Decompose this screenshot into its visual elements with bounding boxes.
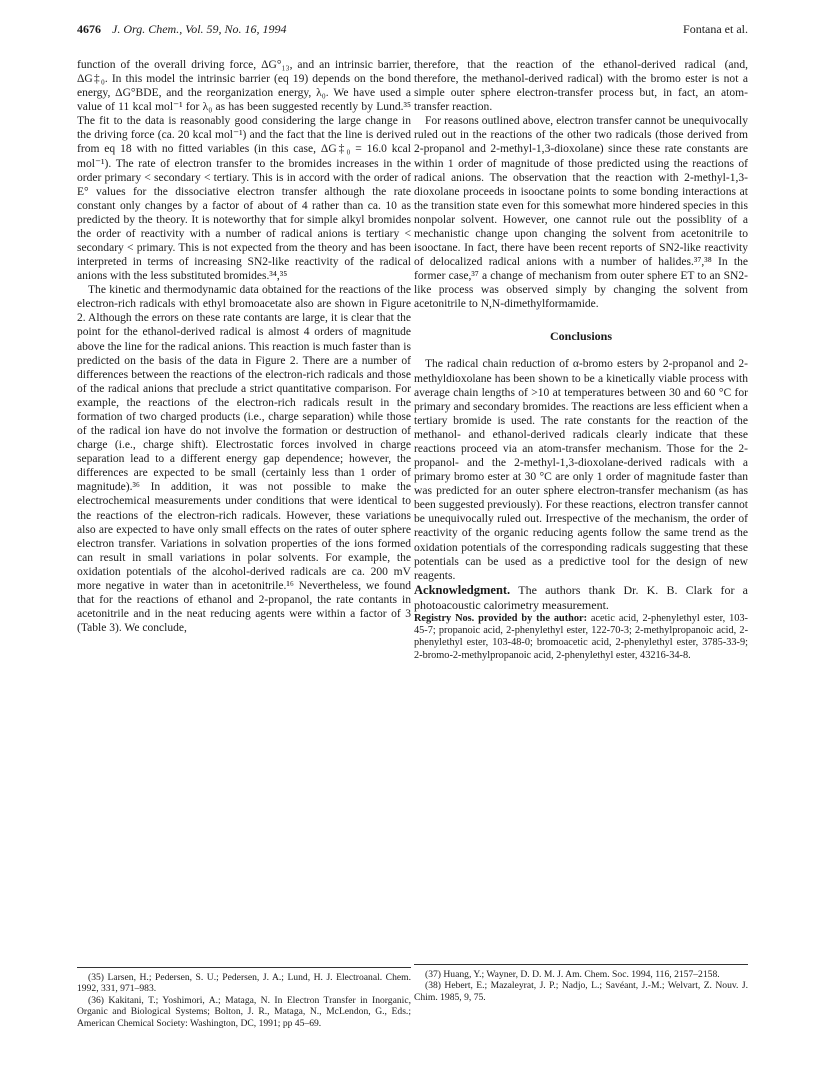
running-header — [77, 22, 748, 40]
footnote-rule — [77, 967, 411, 968]
right-column — [414, 58, 748, 662]
paragraph: therefore, that the reaction of the ethanol-derived radical (and, therefore, the methanol-derived radical) with the bromo ester is not a simple outer sphere electron-transfer process but, in fact, an atom-transfer reaction. — [414, 59, 748, 114]
acknowledgment — [414, 583, 748, 613]
footnote: (37) Huang, Y.; Wayner, D. D. M. J. Am. Chem. Soc. 1994, 116, 2157–2158. — [425, 969, 720, 980]
footnotes-right — [414, 969, 748, 1003]
header-left — [77, 22, 287, 37]
paragraph: For reasons outlined above, electron transfer cannot be unequivocally ruled out in the reactions of the other two radicals (those derived from 2-propanol and 2-methyl-1,3-dioxolane) since these rate constants are within 1 order of magnitude of those predicted using the reactions of radical anions. The observation that the reaction with 2-methyl-1,3-dioxolane proceeds in isooctane points to some bonding interactions at the transition state even for this somewhat more hindered species in this nonpolar solvent. However, one cannot rule out the possiblity of a mechanistic change upon changing the solvent from acetonitrile to isooctane. In fact, there have been recent reports of SN2-like reactivity of delocalized radical anions with a number of halides.³⁷,³⁸ In the former case,³⁷ a change of mechanism from outer sphere ET to an SN2-like process was observed simply by changing the solvent from acetonitrile to N,N-dimethylformamide. — [414, 115, 748, 311]
acknowledgment-text: The authors thank Dr. K. B. Clark for a photoacoustic calorimetry measurement. — [414, 582, 749, 612]
registry-numbers — [414, 613, 748, 662]
footnote: (38) Hebert, E.; Mazaleyrat, J. P.; Nadjo, L.; Savéant, J.-M.; Welvart, Z. Nouv. J. Chim. 1985, 9, 75. — [414, 980, 748, 1003]
footnote-rule — [414, 964, 748, 965]
paragraph: The kinetic and thermodynamic data obtained for the reactions of the electron-rich radicals with ethyl bromoacetate also are shown in Figure 2. Although the errors on these rate contants are large, it is clear that the point for the ethanol-derived radical is almost 4 orders of magnitude above the line for the radical anions. This reaction is much faster than is predicted on the basis of the data in Figure 2. There are a number of differences between the reactions of the electron-rich radicals and those of the radical anions that preclude a strict quantitative comparison. For example, the reactions of the electron-rich radicals result in the formation of two charged products (i.e., charge separation) while those of the radical ion have do not involve the formation or destruction of charge (i.e., charge shift). Electrostatic forces involved in charge separation lead to a different energy gap dependence; however, the differences are expected to be small (certainly less than 1 order of magnitude).³⁶ In addition, it was not possible to make the electrochemical measurements under conditions that were identical to the reactions of the electron-rich radicals. However, these variations also are expected to have only small effects on the rates of outer sphere electron transfer. Variations in solvation properties of the ions formed can result in small variations in polar solvents. For example, the oxidation potentials of the alcohol-derived radicals are ca. 200 mV more negative in water than in acetonitrile.¹⁶ Nevertheless, we found that for the reactions of ethanol and 2-propanol, the rate contants in acetonitrile and in the neat reducing agents were within a factor of 3 (Table 3). We conclude, — [77, 284, 411, 635]
left-column — [77, 58, 411, 635]
paragraph: function of the overall driving force, ΔG°₁₃, and an intrinsic barrier, ΔG‡₀. In this model the intrinsic barrier (eq 19) depends on the bond energy, ΔG°BDE, and the reorganization energy, λ₀. We have used a value of 11 kcal mol⁻¹ for λ₀ as has been suggested recently by Lund.³⁵ The fit to the data is reasonably good considering the large change in the driving force (ca. 20 kcal mol⁻¹) and the fact that the line is derived from eq 18 with no fitted variables (in this case, ΔG‡₀ = 16.0 kcal mol⁻¹). The rate of electron transfer to the bromides increases in the order primary < secondary < tertiary. This is in accord with the order of E° values for the dissociative electron transfer although the rate constant only changes by a factor of about of 4 rather than ca. 10 as predicted by the theory. It is noteworthy that for simple alkyl bromides the order of reactivity with a number of radical anions is tertiary < secondary < primary. This is not expected from the theory and has been interpreted in terms of increasing SN2-like reactivity of the radical anions with the less substituted bromides.³⁴,³⁵ — [77, 59, 411, 283]
footnote: (36) Kakitani, T.; Yoshimori, A.; Mataga, N. In Electron Transfer in Inorganic, Organic and Biological Systems; Bolton, J. R., Mataga, N., McLendon, G., Eds.; American Chemical Society: Washington, DC, 1991; pp 45–69. — [77, 994, 411, 1029]
paragraph: The radical chain reduction of α-bromo esters by 2-propanol and 2-methyldioxolane has been shown to be a kinetically viable process with average chain lengths of >10 at temperatures between 30 and 60 °C for primary and secondary bromides. The reactions are less efficient when a tertiary bromide is used. The rate constants for the reaction of the methanol- and ethanol-derived radicals clearly indicate that these reactions proceed via an atom-transfer mechanism. Those for the 2-propanol- and the 2-methyl-1,3-dioxolane-derived radicals with a primary bromo ester at 30 °C are only 1 order of magnitude faster than was predicted for an outer sphere electron-transfer mechanism (as has been suggested previously). For these reactions, electron transfer cannot be unequivocally ruled out. Irrespective of the mechanism, the order of reactivity of the organic reducing agents follow the same trend as the oxidation potentials of the corresponding radicals suggesting that these potentials can be used as a predictive tool for the design of new reagents. — [414, 358, 748, 582]
registry-label: Registry Nos. provided by the author: — [414, 612, 587, 624]
section-title-conclusions: Conclusions — [549, 329, 613, 344]
journal-citation: J. Org. Chem., Vol. 59, No. 16, 1994 — [112, 22, 287, 36]
header-authors: Fontana et al. — [683, 22, 748, 36]
registry-text: acetic acid, 2-phenylethyl ester, 103-45-7; propanoic acid, 2-phenylethyl ester, 122-70-3; 2-methylpropanoic acid, 2-phenylethyl ester, 103-48-0; bromoacetic acid, 2-phenylethyl ester, 3785-33-9; 2-bromo-2-methylpropanoic acid, 2-phenylethyl ester, 43216-34-8. — [414, 612, 748, 661]
footnote: (35) Larsen, H.; Pedersen, S. U.; Pedersen, J. A.; Lund, H. J. Electroanal. Chem. 1992, 331, 971–983. — [77, 972, 411, 995]
acknowledgment-label: Acknowledgment. — [414, 582, 511, 597]
page-number: 4676 — [77, 22, 101, 36]
footnotes-left — [77, 972, 411, 1029]
